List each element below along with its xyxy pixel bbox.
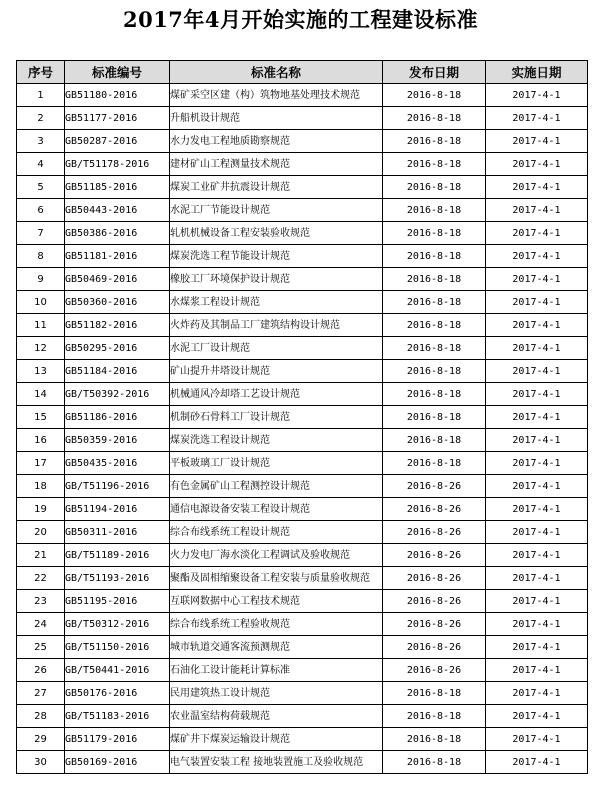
cell-standard-name: 民用建筑热工设计规范 [170, 682, 383, 705]
cell-publish-date: 2016-8-26 [383, 659, 486, 682]
cell-number: 7 [17, 222, 65, 245]
cell-publish-date: 2016-8-18 [383, 222, 486, 245]
cell-number: 21 [17, 544, 65, 567]
cell-publish-date: 2016-8-18 [383, 176, 486, 199]
cell-publish-date: 2016-8-18 [383, 245, 486, 268]
cell-standard-name: 有色金属矿山工程测控设计规范 [170, 475, 383, 498]
cell-standard-name: 煤矿采空区建（构）筑物地基处理技术规范 [170, 84, 383, 107]
cell-standard-name: 水力发电工程地质勘察规范 [170, 130, 383, 153]
cell-standard-code: GB/T51178-2016 [65, 153, 170, 176]
cell-standard-name: 煤矿井下煤炭运输设计规范 [170, 728, 383, 751]
cell-number: 4 [17, 153, 65, 176]
table-row [17, 544, 588, 567]
table-row [17, 521, 588, 544]
table-row [17, 291, 588, 314]
cell-publish-date: 2016-8-18 [383, 383, 486, 406]
cell-standard-name: 水泥工厂节能设计规范 [170, 199, 383, 222]
cell-standard-code: GB50295-2016 [65, 337, 170, 360]
cell-publish-date: 2016-8-18 [383, 705, 486, 728]
cell-standard-name: 机制砂石骨料工厂设计规范 [170, 406, 383, 429]
cell-standard-code: GB51179-2016 [65, 728, 170, 751]
cell-effective-date: 2017-4-1 [486, 475, 588, 498]
cell-standard-code: GB51180-2016 [65, 84, 170, 107]
cell-standard-code: GB50443-2016 [65, 199, 170, 222]
cell-number: 27 [17, 682, 65, 705]
table-row [17, 268, 588, 291]
table-row [17, 360, 588, 383]
cell-standard-code: GB51185-2016 [65, 176, 170, 199]
cell-effective-date: 2017-4-1 [486, 222, 588, 245]
cell-standard-name: 橡胶工厂环境保护设计规范 [170, 268, 383, 291]
cell-standard-code: GB/T51150-2016 [65, 636, 170, 659]
cell-standard-name: 煤炭洗选工程节能设计规范 [170, 245, 383, 268]
cell-effective-date: 2017-4-1 [486, 360, 588, 383]
cell-publish-date: 2016-8-26 [383, 475, 486, 498]
cell-standard-name: 机械通风冷却塔工艺设计规范 [170, 383, 383, 406]
cell-standard-name: 水泥工厂设计规范 [170, 337, 383, 360]
cell-publish-date: 2016-8-18 [383, 728, 486, 751]
col-header-no: 序号 [17, 61, 65, 84]
cell-effective-date: 2017-4-1 [486, 176, 588, 199]
cell-effective-date: 2017-4-1 [486, 245, 588, 268]
table-row [17, 452, 588, 475]
cell-number: 17 [17, 452, 65, 475]
cell-standard-name: 火炸药及其制品工厂建筑结构设计规范 [170, 314, 383, 337]
cell-effective-date: 2017-4-1 [486, 682, 588, 705]
table-row [17, 176, 588, 199]
cell-effective-date: 2017-4-1 [486, 751, 588, 774]
cell-number: 5 [17, 176, 65, 199]
table-row [17, 107, 588, 130]
col-header-effective-date: 实施日期 [486, 61, 588, 84]
cell-effective-date: 2017-4-1 [486, 544, 588, 567]
cell-standard-name: 农业温室结构荷载规范 [170, 705, 383, 728]
cell-publish-date: 2016-8-18 [383, 337, 486, 360]
table-row [17, 636, 588, 659]
cell-number: 30 [17, 751, 65, 774]
cell-effective-date: 2017-4-1 [486, 268, 588, 291]
cell-standard-name: 通信电源设备安装工程设计规范 [170, 498, 383, 521]
table-row [17, 613, 588, 636]
cell-publish-date: 2016-8-18 [383, 314, 486, 337]
table-row [17, 84, 588, 107]
cell-standard-code: GB51186-2016 [65, 406, 170, 429]
cell-standard-name: 聚酯及固相缩聚设备工程安装与质量验收规范 [170, 567, 383, 590]
cell-publish-date: 2016-8-18 [383, 452, 486, 475]
cell-number: 10 [17, 291, 65, 314]
table-row [17, 567, 588, 590]
cell-effective-date: 2017-4-1 [486, 590, 588, 613]
cell-standard-name: 石油化工设计能耗计算标准 [170, 659, 383, 682]
cell-standard-name: 互联网数据中心工程技术规范 [170, 590, 383, 613]
cell-number: 29 [17, 728, 65, 751]
cell-standard-name: 水煤浆工程设计规范 [170, 291, 383, 314]
cell-standard-name: 轧机机械设备工程安装验收规范 [170, 222, 383, 245]
table-row [17, 245, 588, 268]
cell-number: 25 [17, 636, 65, 659]
cell-publish-date: 2016-8-18 [383, 268, 486, 291]
cell-publish-date: 2016-8-26 [383, 567, 486, 590]
cell-effective-date: 2017-4-1 [486, 498, 588, 521]
cell-number: 1 [17, 84, 65, 107]
cell-effective-date: 2017-4-1 [486, 130, 588, 153]
cell-number: 19 [17, 498, 65, 521]
col-header-name: 标准名称 [170, 61, 383, 84]
table-row [17, 590, 588, 613]
col-header-publish-date: 发布日期 [383, 61, 486, 84]
cell-standard-code: GB50386-2016 [65, 222, 170, 245]
table-row [17, 337, 588, 360]
cell-standard-name: 城市轨道交通客流预测规范 [170, 636, 383, 659]
cell-standard-code: GB50169-2016 [65, 751, 170, 774]
table-row [17, 383, 588, 406]
cell-standard-code: GB51194-2016 [65, 498, 170, 521]
cell-number: 28 [17, 705, 65, 728]
cell-publish-date: 2016-8-26 [383, 636, 486, 659]
cell-standard-code: GB50359-2016 [65, 429, 170, 452]
cell-standard-code: GB50360-2016 [65, 291, 170, 314]
cell-publish-date: 2016-8-26 [383, 590, 486, 613]
cell-standard-code: GB/T50392-2016 [65, 383, 170, 406]
cell-number: 20 [17, 521, 65, 544]
cell-standard-code: GB50469-2016 [65, 268, 170, 291]
cell-publish-date: 2016-8-26 [383, 613, 486, 636]
cell-standard-name: 矿山提升井塔设计规范 [170, 360, 383, 383]
cell-standard-code: GB/T51193-2016 [65, 567, 170, 590]
cell-publish-date: 2016-8-18 [383, 107, 486, 130]
cell-standard-name: 建材矿山工程测量技术规范 [170, 153, 383, 176]
cell-effective-date: 2017-4-1 [486, 567, 588, 590]
cell-number: 23 [17, 590, 65, 613]
table-row [17, 314, 588, 337]
cell-number: 11 [17, 314, 65, 337]
cell-standard-code: GB51195-2016 [65, 590, 170, 613]
cell-number: 14 [17, 383, 65, 406]
cell-standard-name: 煤炭工业矿井抗震设计规范 [170, 176, 383, 199]
table-row [17, 153, 588, 176]
cell-standard-code: GB/T50441-2016 [65, 659, 170, 682]
cell-publish-date: 2016-8-18 [383, 406, 486, 429]
cell-standard-name: 综合布线系统工程设计规范 [170, 521, 383, 544]
cell-number: 3 [17, 130, 65, 153]
cell-number: 22 [17, 567, 65, 590]
cell-publish-date: 2016-8-18 [383, 751, 486, 774]
cell-number: 18 [17, 475, 65, 498]
cell-publish-date: 2016-8-26 [383, 521, 486, 544]
table-row [17, 429, 588, 452]
cell-effective-date: 2017-4-1 [486, 636, 588, 659]
cell-standard-code: GB/T50312-2016 [65, 613, 170, 636]
table-row [17, 199, 588, 222]
col-header-code: 标准编号 [65, 61, 170, 84]
cell-publish-date: 2016-8-18 [383, 153, 486, 176]
cell-standard-name: 电气装置安装工程 接地装置施工及验收规范 [170, 751, 383, 774]
cell-standard-name: 火力发电厂海水淡化工程调试及验收规范 [170, 544, 383, 567]
table-row [17, 406, 588, 429]
table-row [17, 222, 588, 245]
table-header-row [17, 61, 588, 84]
cell-number: 8 [17, 245, 65, 268]
cell-number: 12 [17, 337, 65, 360]
table-row [17, 705, 588, 728]
table-row [17, 475, 588, 498]
table-row [17, 682, 588, 705]
cell-standard-code: GB50176-2016 [65, 682, 170, 705]
cell-standard-code: GB51177-2016 [65, 107, 170, 130]
table-row [17, 659, 588, 682]
cell-number: 13 [17, 360, 65, 383]
table-row [17, 130, 588, 153]
cell-standard-code: GB50435-2016 [65, 452, 170, 475]
standards-table [16, 60, 588, 774]
cell-number: 26 [17, 659, 65, 682]
cell-standard-code: GB50311-2016 [65, 521, 170, 544]
cell-number: 24 [17, 613, 65, 636]
cell-effective-date: 2017-4-1 [486, 337, 588, 360]
cell-standard-code: GB/T51196-2016 [65, 475, 170, 498]
cell-standard-code: GB51184-2016 [65, 360, 170, 383]
table-row [17, 498, 588, 521]
cell-publish-date: 2016-8-18 [383, 130, 486, 153]
cell-standard-code: GB51182-2016 [65, 314, 170, 337]
cell-effective-date: 2017-4-1 [486, 314, 588, 337]
page-title: 2017年4月开始实施的工程建设标准 [122, 7, 479, 32]
cell-publish-date: 2016-8-26 [383, 544, 486, 567]
cell-effective-date: 2017-4-1 [486, 107, 588, 130]
cell-publish-date: 2016-8-18 [383, 682, 486, 705]
cell-effective-date: 2017-4-1 [486, 613, 588, 636]
cell-effective-date: 2017-4-1 [486, 659, 588, 682]
cell-effective-date: 2017-4-1 [486, 521, 588, 544]
cell-standard-name: 升船机设计规范 [170, 107, 383, 130]
cell-publish-date: 2016-8-18 [383, 429, 486, 452]
cell-standard-code: GB50287-2016 [65, 130, 170, 153]
cell-publish-date: 2016-8-26 [383, 498, 486, 521]
cell-standard-name: 平板玻璃工厂设计规范 [170, 452, 383, 475]
cell-number: 15 [17, 406, 65, 429]
table-row [17, 751, 588, 774]
cell-effective-date: 2017-4-1 [486, 383, 588, 406]
cell-effective-date: 2017-4-1 [486, 429, 588, 452]
table-row [17, 728, 588, 751]
cell-publish-date: 2016-8-18 [383, 84, 486, 107]
cell-publish-date: 2016-8-18 [383, 199, 486, 222]
table-body [17, 84, 588, 774]
cell-effective-date: 2017-4-1 [486, 291, 588, 314]
cell-standard-name: 煤炭洗选工程设计规范 [170, 429, 383, 452]
cell-number: 6 [17, 199, 65, 222]
cell-effective-date: 2017-4-1 [486, 84, 588, 107]
cell-publish-date: 2016-8-18 [383, 360, 486, 383]
cell-publish-date: 2016-8-18 [383, 291, 486, 314]
cell-effective-date: 2017-4-1 [486, 452, 588, 475]
cell-standard-code: GB51181-2016 [65, 245, 170, 268]
cell-effective-date: 2017-4-1 [486, 705, 588, 728]
cell-number: 9 [17, 268, 65, 291]
cell-number: 2 [17, 107, 65, 130]
cell-standard-name: 综合布线系统工程验收规范 [170, 613, 383, 636]
cell-effective-date: 2017-4-1 [486, 153, 588, 176]
cell-number: 16 [17, 429, 65, 452]
cell-standard-code: GB/T51183-2016 [65, 705, 170, 728]
cell-effective-date: 2017-4-1 [486, 728, 588, 751]
cell-standard-code: GB/T51189-2016 [65, 544, 170, 567]
cell-effective-date: 2017-4-1 [486, 406, 588, 429]
cell-effective-date: 2017-4-1 [486, 199, 588, 222]
